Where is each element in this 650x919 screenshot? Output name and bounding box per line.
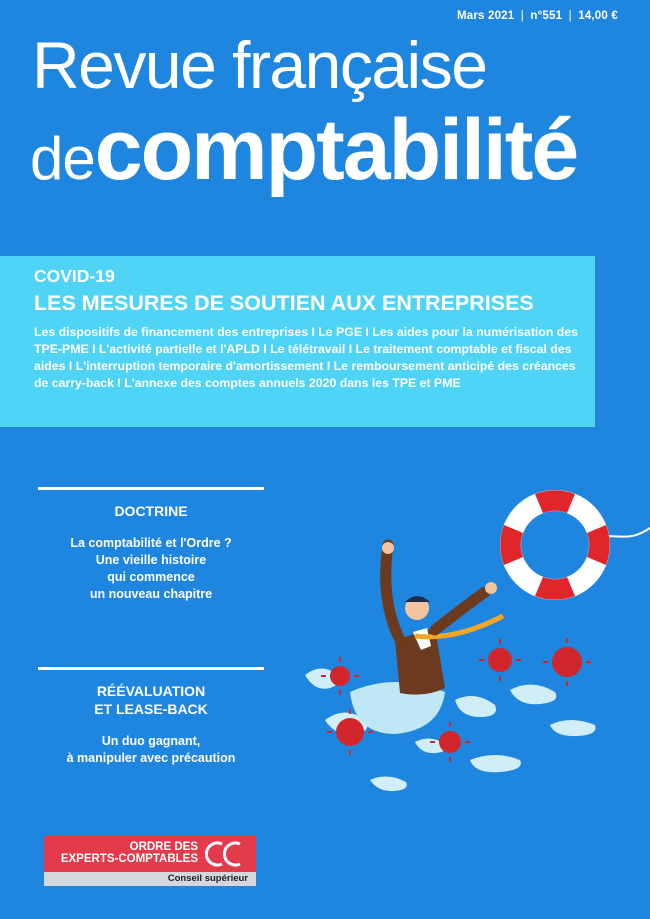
separator: | bbox=[568, 10, 572, 22]
doctrine-line: La comptabilité et l'Ordre ? bbox=[70, 536, 232, 550]
masthead-line1: Revue française bbox=[32, 28, 487, 102]
doctrine-section bbox=[38, 487, 264, 603]
issue-price: 14,00 € bbox=[578, 10, 618, 22]
doctrine-body bbox=[38, 535, 264, 603]
logo-red-band bbox=[44, 836, 256, 872]
covid-feature-box bbox=[0, 256, 595, 427]
reevaluation-title-line: ET LEASE-BACK bbox=[94, 701, 208, 717]
issue-number: 551 bbox=[542, 10, 563, 22]
covid-headline: LES MESURES DE SOUTIEN AUX ENTREPRISES bbox=[34, 291, 534, 315]
divider bbox=[38, 487, 264, 490]
publisher-logo bbox=[44, 836, 256, 886]
masthead-comptabilite: comptabilité bbox=[94, 102, 578, 198]
doctrine-title: DOCTRINE bbox=[114, 503, 188, 519]
oec-emblem-icon bbox=[200, 839, 250, 869]
lifebuoy-icon bbox=[500, 490, 610, 600]
separator: | bbox=[520, 10, 524, 22]
logo-line2: EXPERTS-COMPTABLES bbox=[60, 853, 198, 865]
covid-body: Les dispositifs de financement des entreprises I Le PGE I Les aides pour la numérisation des TPE-PME I L'activité partielle et l'APLD I Le télétravail I Le traitement comptable et fiscal des aides I L'interruption temporaire d'amortissement I Le remboursement anticipé des créances de carry-back I L'annexe des comptes annuels 2020 dans les TPE et PME bbox=[34, 325, 578, 390]
masthead-line2 bbox=[30, 102, 578, 198]
doctrine-line: un nouveau chapitre bbox=[89, 587, 213, 601]
doctrine-line: qui commence bbox=[107, 570, 195, 584]
divider bbox=[38, 667, 264, 670]
reevaluation-body bbox=[38, 733, 264, 767]
drowning-man-illustration bbox=[295, 480, 650, 810]
reevaluation-line: Un duo gagnant, bbox=[101, 734, 201, 748]
reevaluation-title-line: RÉÉVALUATION bbox=[96, 683, 206, 699]
reevaluation-line: à manipuler avec précaution bbox=[66, 751, 236, 765]
doctrine-line: Une vieille histoire bbox=[95, 553, 207, 567]
covid-kicker: COVID-19 bbox=[34, 266, 115, 286]
reevaluation-title bbox=[38, 682, 264, 718]
issue-info bbox=[457, 10, 618, 22]
issue-number-prefix: n° bbox=[530, 10, 543, 22]
logo-line1: ORDRE DES bbox=[129, 841, 198, 853]
reevaluation-section bbox=[38, 667, 264, 767]
issue-date: Mars 2021 bbox=[456, 10, 515, 22]
logo-subtitle: Conseil supérieur bbox=[44, 872, 256, 886]
masthead-de: de bbox=[30, 125, 95, 192]
businessman-icon bbox=[382, 542, 503, 695]
